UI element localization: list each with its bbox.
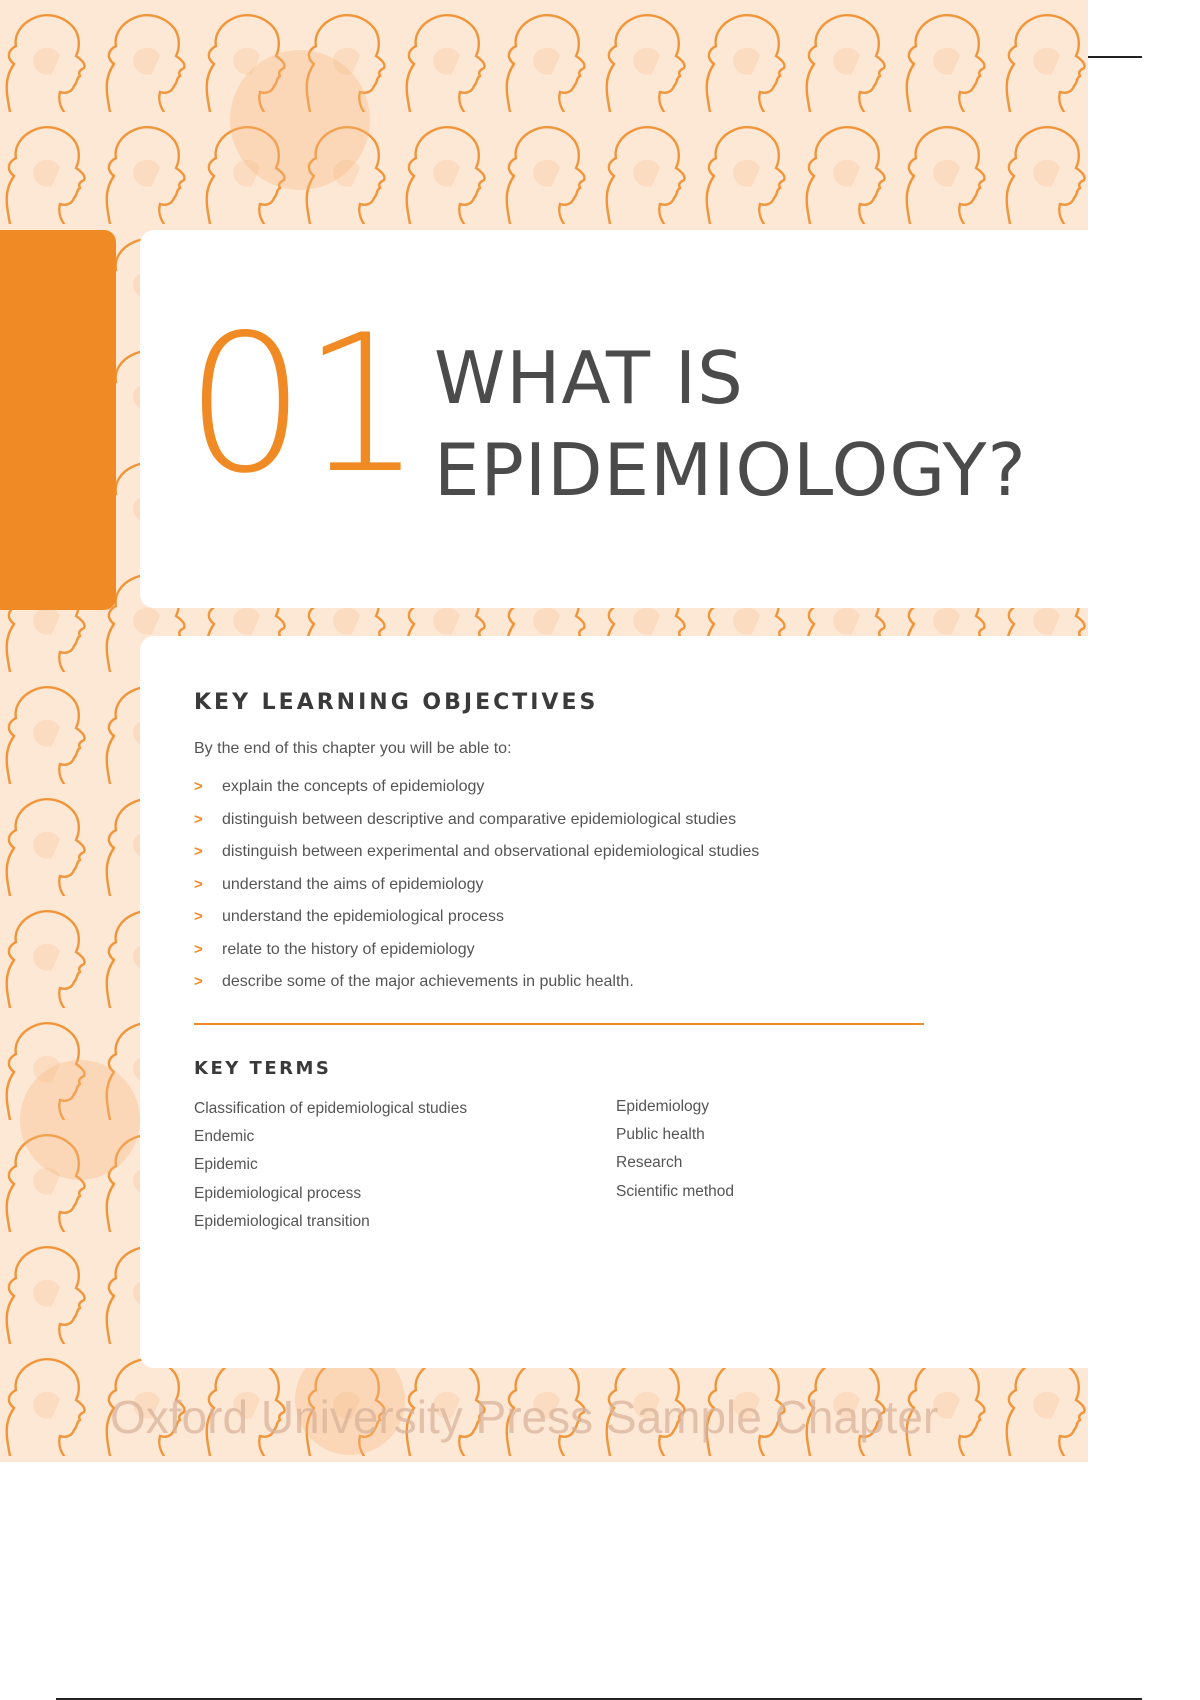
objective-text: describe some of the major achievements in public health. (222, 973, 634, 990)
chapter-number: 01 (185, 294, 419, 515)
list-item (194, 901, 759, 934)
list-item (194, 771, 759, 804)
key-term: Endemic (194, 1128, 255, 1146)
objectives-list (194, 771, 759, 999)
list-item (194, 804, 759, 837)
chapter-tab (0, 230, 116, 610)
key-term: Epidemic (194, 1156, 258, 1174)
chapter-title-line1: WHAT IS (434, 336, 744, 420)
key-term: Scientific method (616, 1182, 735, 1200)
key-term: Epidemiological transition (194, 1212, 370, 1230)
key-terms-right-column (616, 1093, 734, 1206)
chevron-right-icon: > (194, 940, 203, 958)
list-item (194, 869, 759, 902)
chevron-right-icon: > (194, 778, 203, 795)
objectives-heading: KEY LEARNING OBJECTIVES (194, 690, 599, 715)
chapter-title (434, 332, 1027, 516)
chapter-title-line2: EPIDEMIOLOGY? (434, 428, 1027, 512)
objective-text: explain the concepts of epidemiology (222, 778, 485, 795)
key-terms-left-column (194, 1095, 467, 1236)
watermark: Oxford University Press Sample Chapter (110, 1391, 939, 1443)
objective-text: distinguish between descriptive and comparative epidemiological studies (222, 810, 737, 828)
objective-text: relate to the history of epidemiology (222, 940, 475, 958)
objective-text: distinguish between experimental and observational epidemiological studies (222, 843, 760, 860)
objective-text: understand the aims of epidemiology (222, 875, 484, 893)
section-divider (194, 1023, 924, 1025)
key-term: Epidemiology (616, 1098, 710, 1115)
list-item (194, 934, 759, 967)
key-term: Classification of epidemiological studies (194, 1100, 468, 1117)
key-terms-heading: KEY TERMS (194, 1058, 332, 1079)
objective-text: understand the epidemiological process (222, 908, 504, 925)
chevron-right-icon: > (194, 973, 203, 990)
list-item (194, 836, 759, 869)
key-term: Research (616, 1154, 683, 1172)
objectives-intro: By the end of this chapter you will be able to: (194, 740, 512, 757)
chevron-right-icon: > (194, 908, 203, 925)
top-rule (1088, 56, 1142, 58)
key-term: Epidemiological process (194, 1184, 362, 1202)
chevron-right-icon: > (194, 810, 203, 828)
key-term: Public health (616, 1126, 705, 1144)
list-item (194, 966, 759, 999)
chevron-right-icon: > (194, 875, 203, 893)
chevron-right-icon: > (194, 843, 203, 860)
